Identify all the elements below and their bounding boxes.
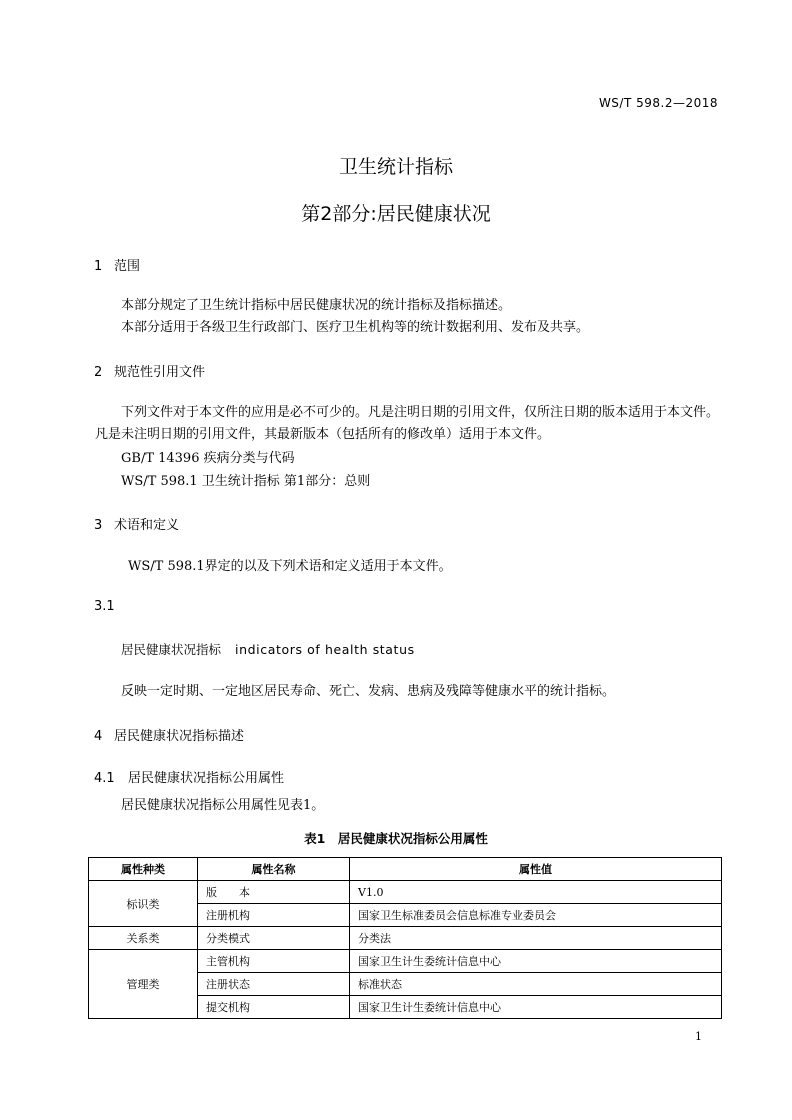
term-english: indicators of health status (235, 642, 415, 657)
term-chinese: 居民健康状况指标 (121, 642, 222, 657)
table-row (89, 927, 722, 950)
section-number: 4 (94, 729, 103, 744)
section-title: 规范性引用文件 (114, 365, 206, 380)
category-cell: 管理类 (89, 950, 198, 1019)
category-cell: 标识类 (89, 881, 198, 927)
section-4-1-heading (94, 767, 284, 786)
attribute-value-cell: 国家卫生计生委统计信息中心 (350, 996, 722, 1019)
normative-reference-2: WS/T 598.1 卫生统计指标 第1部分：总则 (121, 474, 371, 489)
term-definition: 反映一定时期、一定地区居民寿命、死亡、发病、患病及残障等健康水平的统计指标。 (121, 684, 616, 699)
header-attribute-name: 属性名称 (198, 858, 350, 881)
attribute-name-cell: 分类模式 (198, 927, 350, 950)
section-title: 术语和定义 (114, 518, 180, 533)
section-title: 居民健康状况指标公用属性 (128, 771, 285, 786)
header-attribute-type: 属性种类 (89, 858, 198, 881)
term-number: 3.1 (94, 599, 115, 614)
standard-code: WS/T 598.2—2018 (598, 96, 718, 110)
page-number: 1 (695, 1030, 702, 1043)
attribute-name-cell: 版 本 (198, 881, 350, 904)
document-title: 卫生统计指标 (338, 156, 453, 178)
attributes-table (88, 857, 722, 1019)
section-2-paragraph: 下列文件对于本文件的应用是必不可少的。凡是注明日期的引用文件，仅所注日期的版本适用于本文件。凡是未注明日期的引用文件，其最新版本（包括所有的修改单）适用于本文件。 (95, 405, 720, 442)
document-subtitle: 第2部分:居民健康状况 (301, 203, 491, 225)
section-number: 1 (94, 259, 103, 274)
section-1-para-1: 本部分规定了卫生统计指标中居民健康状况的统计指标及指标描述。 (121, 298, 512, 313)
section-2-heading (94, 361, 205, 380)
section-4-heading (94, 725, 244, 744)
section-3-heading (94, 514, 179, 533)
attribute-value-cell: 分类法 (350, 927, 722, 950)
table-caption: 表1 居民健康状况指标公用属性 (304, 831, 488, 846)
attribute-value-cell: 国家卫生标准委员会信息标准专业委员会 (350, 904, 722, 927)
category-cell: 关系类 (89, 927, 198, 950)
section-1-para-2: 本部分适用于各级卫生行政部门、医疗卫生机构等的统计数据利用、发布及共享。 (121, 320, 590, 335)
section-title: 居民健康状况指标描述 (114, 729, 245, 744)
table-row (89, 950, 722, 973)
attribute-value-cell: 国家卫生计生委统计信息中心 (350, 950, 722, 973)
term-entry (121, 640, 415, 658)
section-number: 4.1 (94, 771, 115, 786)
section-title: 范围 (114, 259, 141, 274)
section-3-paragraph: WS/T 598.1界定的以及下列术语和定义适用于本文件。 (128, 559, 452, 574)
attribute-name-cell: 注册机构 (198, 904, 350, 927)
table-row (89, 881, 722, 904)
section-4-1-paragraph: 居民健康状况指标公用属性见表1。 (121, 798, 325, 813)
section-1-heading (94, 255, 140, 274)
attribute-value-cell: V1.0 (350, 881, 722, 904)
normative-reference-1: GB/T 14396 疾病分类与代码 (121, 451, 295, 466)
attribute-value-cell: 标准状态 (350, 973, 722, 996)
attribute-name-cell: 提交机构 (198, 996, 350, 1019)
section-number: 3 (94, 518, 103, 533)
table-header-row (89, 858, 722, 881)
header-attribute-value: 属性值 (350, 858, 722, 881)
section-number: 2 (94, 365, 103, 380)
attribute-name-cell: 注册状态 (198, 973, 350, 996)
attribute-name-cell: 主管机构 (198, 950, 350, 973)
